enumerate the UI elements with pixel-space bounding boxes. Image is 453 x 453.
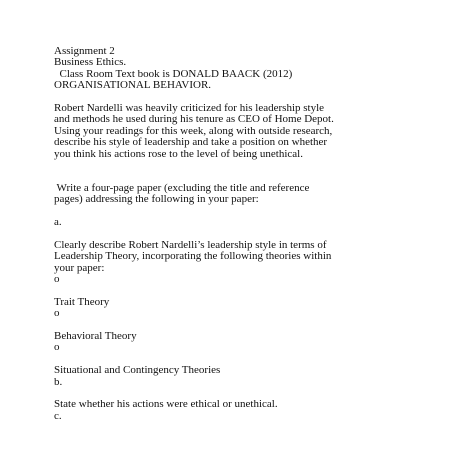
- paragraph-line: Robert Nardelli was heavily criticized for his leadership style: [54, 102, 325, 115]
- assignment-title: Assignment 2: [54, 45, 115, 57]
- paragraph-line: and methods he used during his tenure as CEO of Home Depot.: [54, 113, 334, 126]
- paragraph-line: your paper:: [54, 261, 105, 274]
- paragraph-line: Write a four-page paper (excluding the title and reference: [54, 181, 310, 194]
- paragraph-line: Clearly describe Robert Nardelli’s leadership style in terms of: [54, 238, 327, 251]
- intro-paragraph: [54, 103, 406, 160]
- bullet-marker: o: [54, 341, 60, 354]
- assignment-header: [54, 46, 406, 92]
- spacer: [54, 206, 406, 217]
- paragraph-line: Leadership Theory, incorporating the following theories within: [54, 250, 332, 263]
- course-name: Business Ethics.: [54, 56, 127, 69]
- theory-situational: Situational and Contingency Theories: [54, 364, 221, 377]
- bullet-marker: o: [54, 307, 60, 320]
- theory-behavioral: Behavioral Theory: [54, 330, 137, 343]
- instructions-paragraph: [54, 183, 406, 206]
- paragraph-line: you think his actions rose to the level of being unethical.: [54, 147, 303, 160]
- item-b-marker: b.: [54, 375, 63, 388]
- textbook-title: ORGANISATIONAL BEHAVIOR.: [54, 79, 212, 92]
- paragraph-line: pages) addressing the following in your paper:: [54, 193, 259, 206]
- bullet-marker: o: [54, 273, 60, 286]
- item-a-marker: a.: [54, 216, 62, 229]
- item-b-text: State whether his actions were ethical or unethical.: [54, 398, 278, 411]
- paragraph-line: describe his style of leadership and take a position on whether: [54, 136, 328, 149]
- spacer: [54, 160, 406, 171]
- textbook-reference: Class Room Text book is DONALD BAACK (2012): [54, 67, 293, 80]
- document-body: [54, 46, 406, 422]
- paragraph-line: Using your readings for this week, along with outside research,: [54, 124, 333, 137]
- theory-trait: Trait Theory: [54, 295, 110, 308]
- item-a-text: [54, 240, 406, 274]
- item-c-marker: c.: [54, 409, 62, 422]
